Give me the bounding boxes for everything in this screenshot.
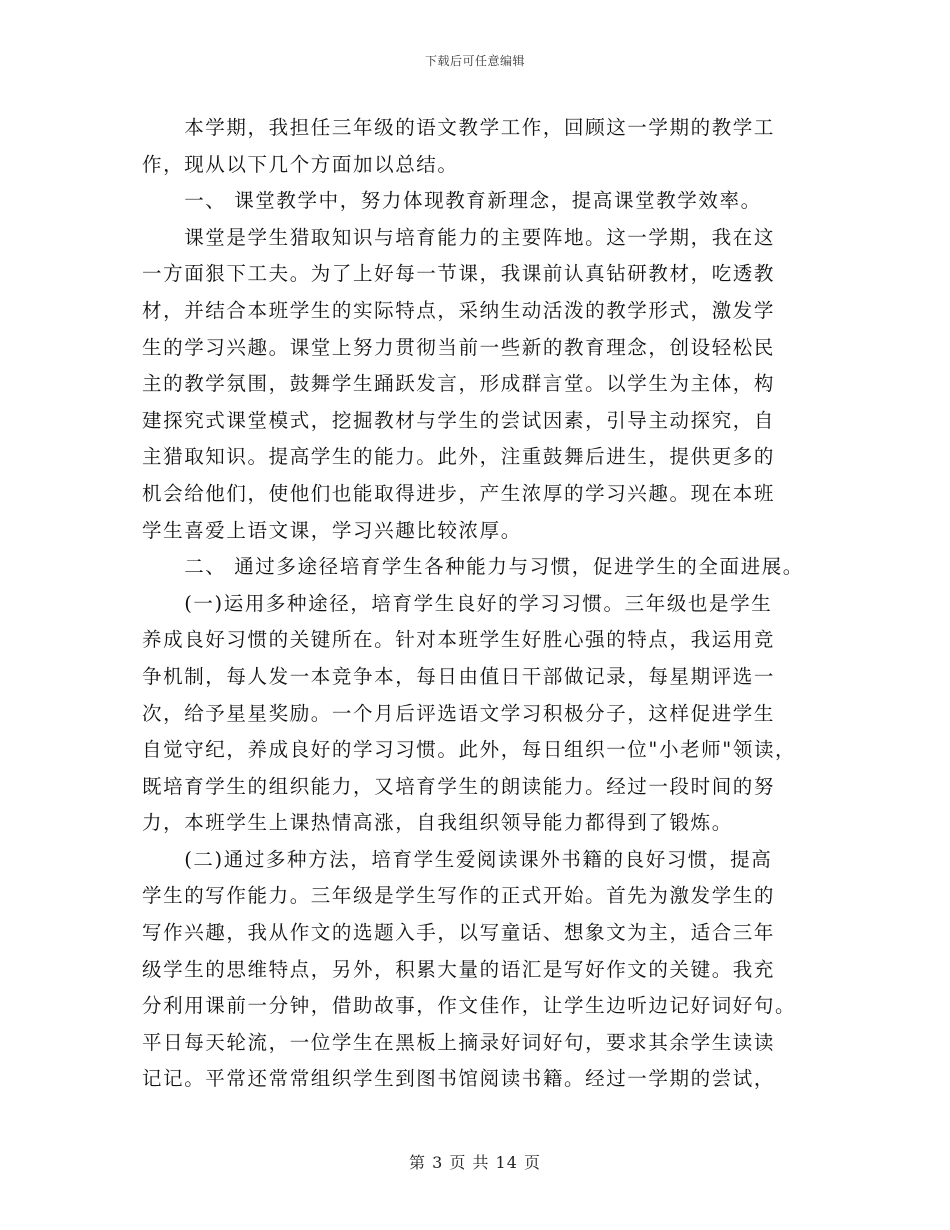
text-line: 机会给他们，使他们也能取得进步，产生浓厚的学习兴趣。现在本班: [142, 481, 776, 505]
text-line: 生的学习兴趣。课堂上努力贯彻当前一些新的教育理念，创设轻松民: [142, 335, 776, 359]
text-line: 次，给予星星奖励。一个月后评选语文学习积极分子，这样促进学生: [142, 701, 776, 725]
page-header-note: 下载后可任意编辑: [424, 54, 525, 68]
text-line: 建探究式课堂模式，挖掘教材与学生的尝试因素，引导主动探究，自: [142, 408, 776, 432]
text-line: 写作兴趣，我从作文的选题入手，以写童话、想象文为主，适合三年: [142, 921, 776, 945]
section-heading: 一、 课堂教学中，努力体现教育新理念，提高课堂教学效率。: [142, 189, 762, 213]
text-line: 记记。平常还常常组织学生到图书馆阅读书籍。经过一学期的尝试，: [142, 1067, 776, 1091]
text-line: 级学生的思维特点，另外，积累大量的语汇是写好作文的关键。我充: [142, 957, 776, 981]
text-line: 主的教学氛围，鼓舞学生踊跃发言，形成群言堂。以学生为主体，构: [142, 372, 776, 396]
document-body: [142, 110, 812, 1098]
page-number-footer: 第 3 页 共 14 页: [409, 1153, 541, 1172]
section-heading: 二、 通过多途径培育学生各种能力与习惯，促进学生的全面进展。: [142, 555, 804, 579]
text-line: 主猎取知识。提高学生的能力。此外，注重鼓舞后进生，提供更多的: [142, 445, 776, 469]
text-line: 作，现从以下几个方面加以总结。: [142, 152, 459, 176]
text-line: 既培育学生的组织能力，又培育学生的朗读能力。经过一段时间的努: [142, 774, 776, 798]
text-line: (一)运用多种途径，培育学生良好的学习习惯。三年级也是学生: [142, 591, 773, 615]
text-line: 争机制，每人发一本竞争本，每日由值日干部做记录，每星期评选一: [142, 664, 776, 688]
text-line: 自觉守纪，养成良好的学习习惯。此外，每日组织一位"小老师"领读，: [142, 738, 797, 762]
text-line: 一方面狠下工夫。为了上好每一节课，我课前认真钻研教材，吃透教: [142, 262, 776, 286]
text-line: 本学期，我担任三年级的语文教学工作，回顾这一学期的教学工: [142, 116, 776, 139]
text-line: 材，并结合本班学生的实际特点，采纳生动活泼的教学形式，激发学: [142, 298, 776, 322]
text-line: (二)通过多种方法，培育学生爱阅读课外书籍的良好习惯，提高: [142, 847, 773, 871]
text-line: 力，本班学生上课热情高涨，自我组织领导能力都得到了锻炼。: [142, 811, 733, 835]
text-line: 课堂是学生猎取知识与培育能力的主要阵地。这一学期，我在这: [142, 225, 776, 249]
text-line: 学生的写作能力。三年级是学生写作的正式开始。首先为激发学生的: [142, 884, 776, 908]
text-line: 平日每天轮流，一位学生在黑板上摘录好词好句，要求其余学生读读: [142, 1030, 776, 1054]
text-line: 分利用课前一分钟，借助故事，作文佳作，让学生边听边记好词好句。: [142, 994, 797, 1018]
text-line: 养成良好习惯的关键所在。针对本班学生好胜心强的特点，我运用竞: [142, 628, 776, 652]
text-line: 学生喜爱上语文课，学习兴趣比较浓厚。: [142, 518, 522, 542]
